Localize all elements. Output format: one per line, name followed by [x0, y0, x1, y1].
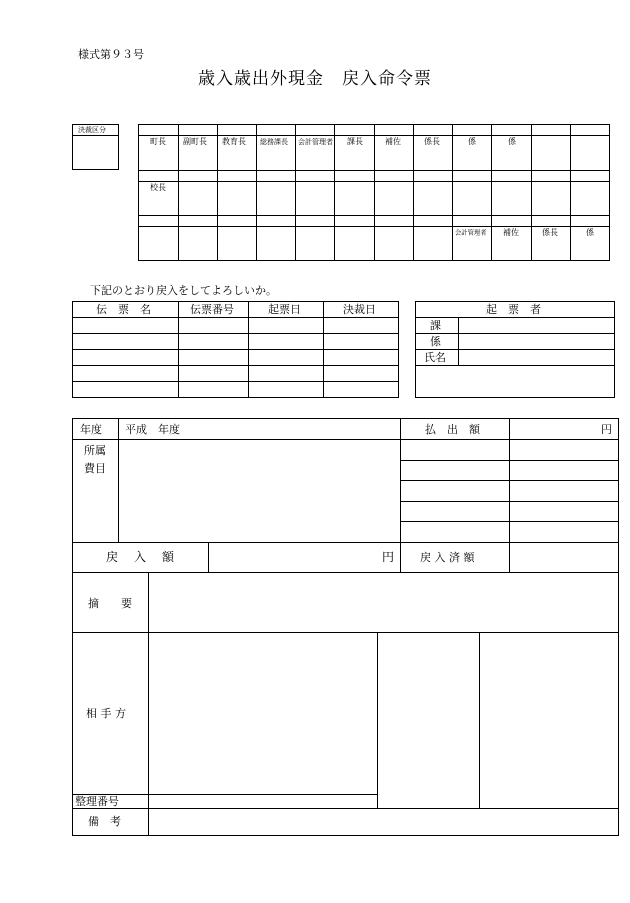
stamp-label-assistant-2: 補佐	[503, 228, 519, 237]
kubun-label: 決裁区分	[78, 126, 106, 134]
col-voucher-number: 伝票番号	[190, 303, 234, 316]
stamp-label-staff-3: 係	[586, 228, 594, 237]
tekiyo-label: 摘 要	[88, 597, 132, 610]
reinyu-yen: 円	[382, 550, 395, 564]
request-text: 下記のとおり戻入をしてよろしいか。	[90, 284, 277, 297]
aitegata-label: 相 手 方	[86, 707, 126, 720]
drafter-section-label: 課	[430, 319, 441, 332]
stamp-label-deputy-mayor: 副町長	[183, 137, 207, 146]
stamp-label-staff-1: 係	[468, 137, 476, 146]
stamp-label-mayor: 町長	[150, 137, 166, 146]
grid-line	[256, 124, 257, 261]
col-decision-date: 決裁日	[343, 303, 376, 316]
nendo-label: 年度	[80, 423, 102, 436]
col-voucher-name: 伝 票 名	[96, 303, 151, 316]
grid-line	[178, 124, 179, 261]
grid-line	[531, 124, 532, 261]
stamp-label-assistant: 補佐	[385, 137, 401, 146]
col-draft-date: 起票日	[268, 303, 301, 316]
himoku-label: 費目	[84, 462, 106, 475]
grid-line	[413, 124, 414, 261]
nendo-value: 平成 年度	[125, 423, 180, 436]
grid-line	[452, 124, 453, 261]
reinyu-zumi-label: 戻 入 済 額	[420, 551, 475, 564]
stamp-label-general-affairs-chief: 総務課長	[260, 138, 288, 146]
grid-line	[334, 124, 335, 261]
biko-label: 備 考	[88, 815, 121, 828]
stamp-label-unit-chief-2: 係長	[542, 228, 558, 237]
grid-line	[570, 124, 571, 261]
grid-line	[295, 124, 296, 261]
shozoku-label: 所属	[84, 444, 106, 457]
stamp-label-section-chief: 課長	[347, 137, 363, 146]
drafter-name-label: 氏名	[424, 351, 446, 364]
stamp-label-accounting-manager-2: 会計管理者	[455, 229, 487, 237]
drafter-header: 起 票 者	[486, 303, 541, 316]
grid-line	[374, 124, 375, 261]
grid-line	[491, 124, 492, 261]
stamp-label-superintendent: 教育長	[222, 137, 246, 146]
haraidashi-label: 払 出 額	[425, 423, 480, 436]
haraidashi-yen: 円	[601, 423, 612, 436]
stamp-label-accounting-manager: 会計管理者	[298, 138, 333, 146]
page-title: 歳入歳出外現金 戻入命令票	[198, 69, 432, 89]
stamp-label-principal: 校長	[150, 183, 166, 192]
form-number: 様式第９３号	[78, 48, 144, 61]
drafter-unit-label: 係	[430, 335, 441, 348]
stamp-label-staff-2: 係	[508, 137, 516, 146]
grid-line	[217, 124, 218, 261]
seiri-label: 整理番号	[75, 795, 119, 808]
stamp-label-unit-chief: 係長	[424, 137, 440, 146]
reinyu-label: 戻 入 額	[106, 550, 177, 564]
